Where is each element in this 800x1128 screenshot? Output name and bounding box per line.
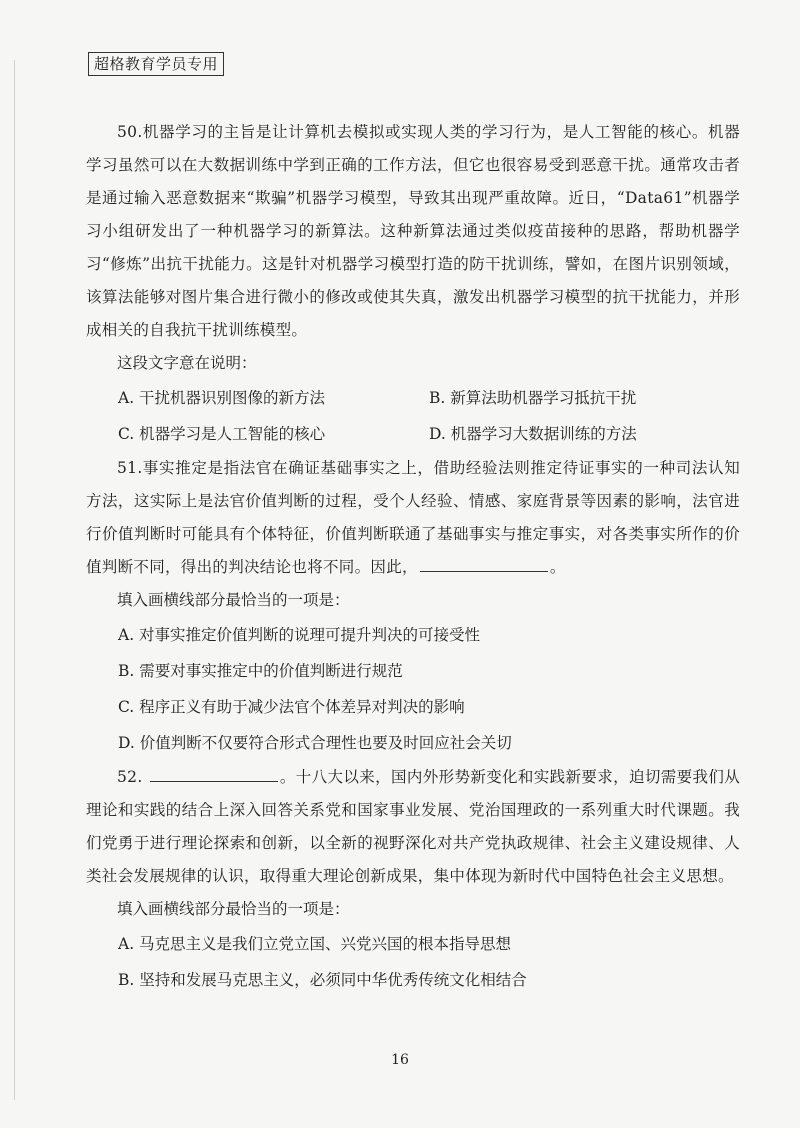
- question-52-text: 。十八大以来，国内外形势新变化和实践新要求，迫切需要我们从理论和实践的结合上深入回答关系党和国家事业发展、党治国理政的一系列重大时代课题。我们党勇于进行理论探索和创新，以全新的视野深化对共产党执政规律、社会主义建设规律、人类社会发展规律的认识，取得重大理论创新成果，集中体现为新时代中国特色社会主义思想。: [86, 768, 740, 885]
- question-52-option-b[interactable]: B. 坚持和发展马克思主义，必须同中华优秀传统文化相结合: [118, 971, 527, 989]
- answer-blank: [150, 765, 278, 782]
- scan-edge-line: [14, 60, 15, 1100]
- question-50-stem: [86, 116, 740, 347]
- question-51-option-a[interactable]: A. 对事实推定价值判断的说理可提升判决的可接受性: [118, 626, 481, 644]
- question-52-prompt: 填入画横线部分最恰当的一项是：: [117, 900, 350, 918]
- question-52-number: 52.: [117, 768, 143, 786]
- question-50-text: 机器学习的主旨是让计算机去模拟或实现人类的学习行为，是人工智能的核心。机器学习虽然可以在大数据训练中学到正确的工作方法，但它也很容易受到恶意干扰。通常攻击者是通过输入恶意数据来“欺骗”机器学习模型，导致其出现严重故障。近日，“Data61”机器学习小组研发出了一种机器学习的新算法。这种新算法通过类似疫苗接种的思路，帮助机器学习“修炼”出抗干扰能力。这是针对机器学习模型打造的防干扰训练，譬如，在图片识别领域，该算法能够对图片集合进行微小的修改或使其失真，激发出机器学习模型的抗干扰能力，并形成相关的自我抗干扰训练模型。: [86, 123, 740, 339]
- question-52-option-a[interactable]: A. 马克思主义是我们立党立国、兴党兴国的根本指导思想: [118, 935, 512, 953]
- question-50-options-row-1: [86, 380, 740, 416]
- question-51-option-d[interactable]: D. 价值判断不仅要符合形式合理性也要及时回应社会关切: [118, 734, 512, 752]
- question-51-prompt: 填入画横线部分最恰当的一项是：: [117, 591, 350, 609]
- question-51-text-end: 。: [549, 558, 566, 576]
- question-50-option-c[interactable]: C. 机器学习是人工智能的核心: [118, 425, 326, 443]
- question-50-prompt: 这段文字意在说明：: [117, 354, 257, 372]
- question-51-option-c[interactable]: C. 程序正义有助于减少法官个体差异对判决的影响: [118, 698, 465, 716]
- question-51-option-b[interactable]: B. 需要对事实推定中的价值判断进行规范: [118, 662, 403, 680]
- question-52-stem: [86, 761, 740, 893]
- question-content: [86, 116, 740, 998]
- question-51-stem: [86, 452, 740, 584]
- header-stamp: 超格教育学员专用: [88, 52, 224, 76]
- question-51-text: 事实推定是指法官在确证基础事实之上，借助经验法则推定待证事实的一种司法认知方法，这实际上是法官价值判断的过程，受个人经验、情感、家庭背景等因素的影响，法官进行价值判断时可能具有个体特征，价值判断联通了基础事实与推定事实，对各类事实所作的价值判断不同，得出的判决结论也将不同。因此，: [86, 459, 740, 576]
- question-50-number: 50.: [117, 123, 143, 141]
- question-50-option-d[interactable]: D. 机器学习大数据训练的方法: [429, 425, 637, 443]
- page-number: 16: [391, 1052, 409, 1068]
- question-51-number: 51.: [117, 459, 143, 477]
- question-50-option-a[interactable]: A. 干扰机器识别图像的新方法: [118, 389, 326, 407]
- answer-blank: [420, 555, 548, 572]
- question-50-option-b[interactable]: B. 新算法助机器学习抵抗干扰: [429, 389, 637, 407]
- question-50-options-row-2: [86, 416, 740, 452]
